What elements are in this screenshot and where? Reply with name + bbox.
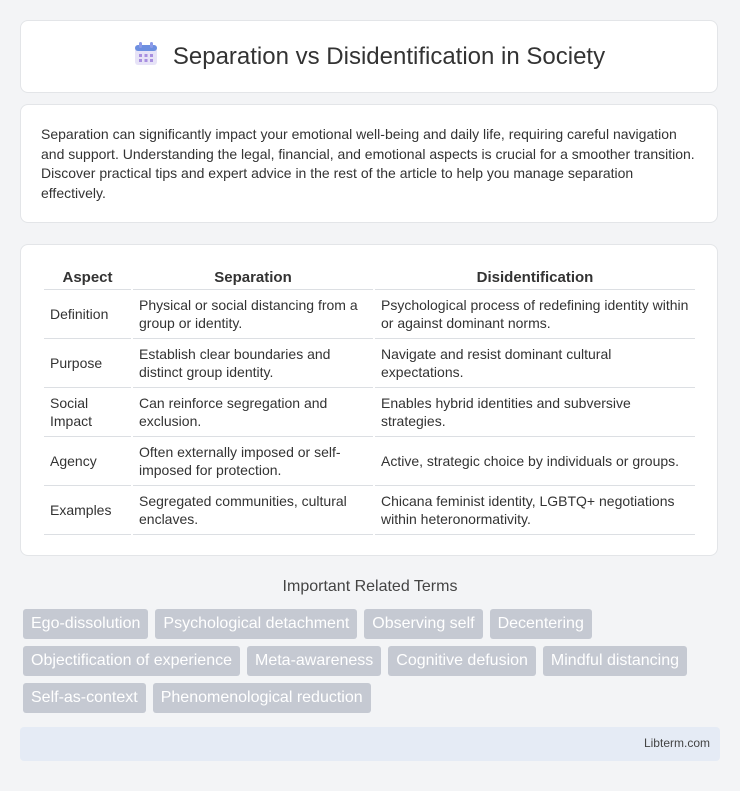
related-term-tag[interactable]: Observing self	[364, 609, 482, 639]
row-aspect: Social Impact	[44, 388, 131, 437]
table-row	[44, 388, 695, 437]
intro-text: Separation can significantly impact your emotional well-being and daily life, requiring careful navigation and support. Understanding the legal, financial, and emotional aspects is crucial for a smoother transition. Discover practical tips and expert advice in the rest of the article to help you manage separation effectively.	[41, 126, 695, 201]
related-term-tag[interactable]: Ego-dissolution	[23, 609, 148, 639]
table-header-row	[44, 265, 695, 290]
related-term-tag[interactable]: Cognitive defusion	[388, 646, 536, 676]
row-disidentification: Psychological process of redefining identity within or against dominant norms.	[375, 290, 695, 339]
row-disidentification: Active, strategic choice by individuals or groups.	[375, 437, 695, 486]
table-row	[44, 339, 695, 388]
page-title: Separation vs Disidentification in Society	[172, 42, 606, 70]
row-disidentification: Navigate and resist dominant cultural expectations.	[375, 339, 695, 388]
row-aspect: Definition	[44, 290, 131, 339]
related-term-tag[interactable]: Phenomenological reduction	[153, 683, 371, 713]
footer	[20, 727, 720, 761]
row-separation: Physical or social distancing from a group or identity.	[133, 290, 373, 339]
row-separation: Segregated communities, cultural enclaves.	[133, 486, 373, 535]
header-card	[20, 20, 718, 93]
table-row	[44, 486, 695, 535]
row-separation: Can reinforce segregation and exclusion.	[133, 388, 373, 437]
calendar-icon	[133, 41, 159, 72]
header-separation: Separation	[133, 265, 373, 290]
footer-site-link[interactable]: Libterm.com	[643, 736, 710, 750]
related-terms-title: Important Related Terms	[282, 578, 458, 595]
row-aspect: Purpose	[44, 339, 131, 388]
table-row	[44, 290, 695, 339]
header-aspect: Aspect	[44, 265, 131, 290]
related-term-tag[interactable]: Decentering	[490, 609, 592, 639]
row-disidentification: Chicana feminist identity, LGBTQ+ negotiations within heteronormativity.	[375, 486, 695, 535]
header-disidentification: Disidentification	[375, 265, 695, 290]
table-row	[44, 437, 695, 486]
related-term-tag[interactable]: Meta-awareness	[247, 646, 381, 676]
related-term-tag[interactable]: Mindful distancing	[543, 646, 687, 676]
intro-card	[20, 104, 718, 223]
related-term-tag[interactable]: Objectification of experience	[23, 646, 240, 676]
row-disidentification: Enables hybrid identities and subversive strategies.	[375, 388, 695, 437]
row-aspect: Examples	[44, 486, 131, 535]
comparison-card	[20, 244, 718, 556]
related-term-tag[interactable]: Self-as-context	[23, 683, 146, 713]
row-aspect: Agency	[44, 437, 131, 486]
row-separation: Establish clear boundaries and distinct group identity.	[133, 339, 373, 388]
related-term-tag[interactable]: Psychological detachment	[155, 609, 357, 639]
comparison-table	[42, 265, 697, 535]
related-terms-list	[23, 609, 723, 713]
row-separation: Often externally imposed or self-imposed for protection.	[133, 437, 373, 486]
